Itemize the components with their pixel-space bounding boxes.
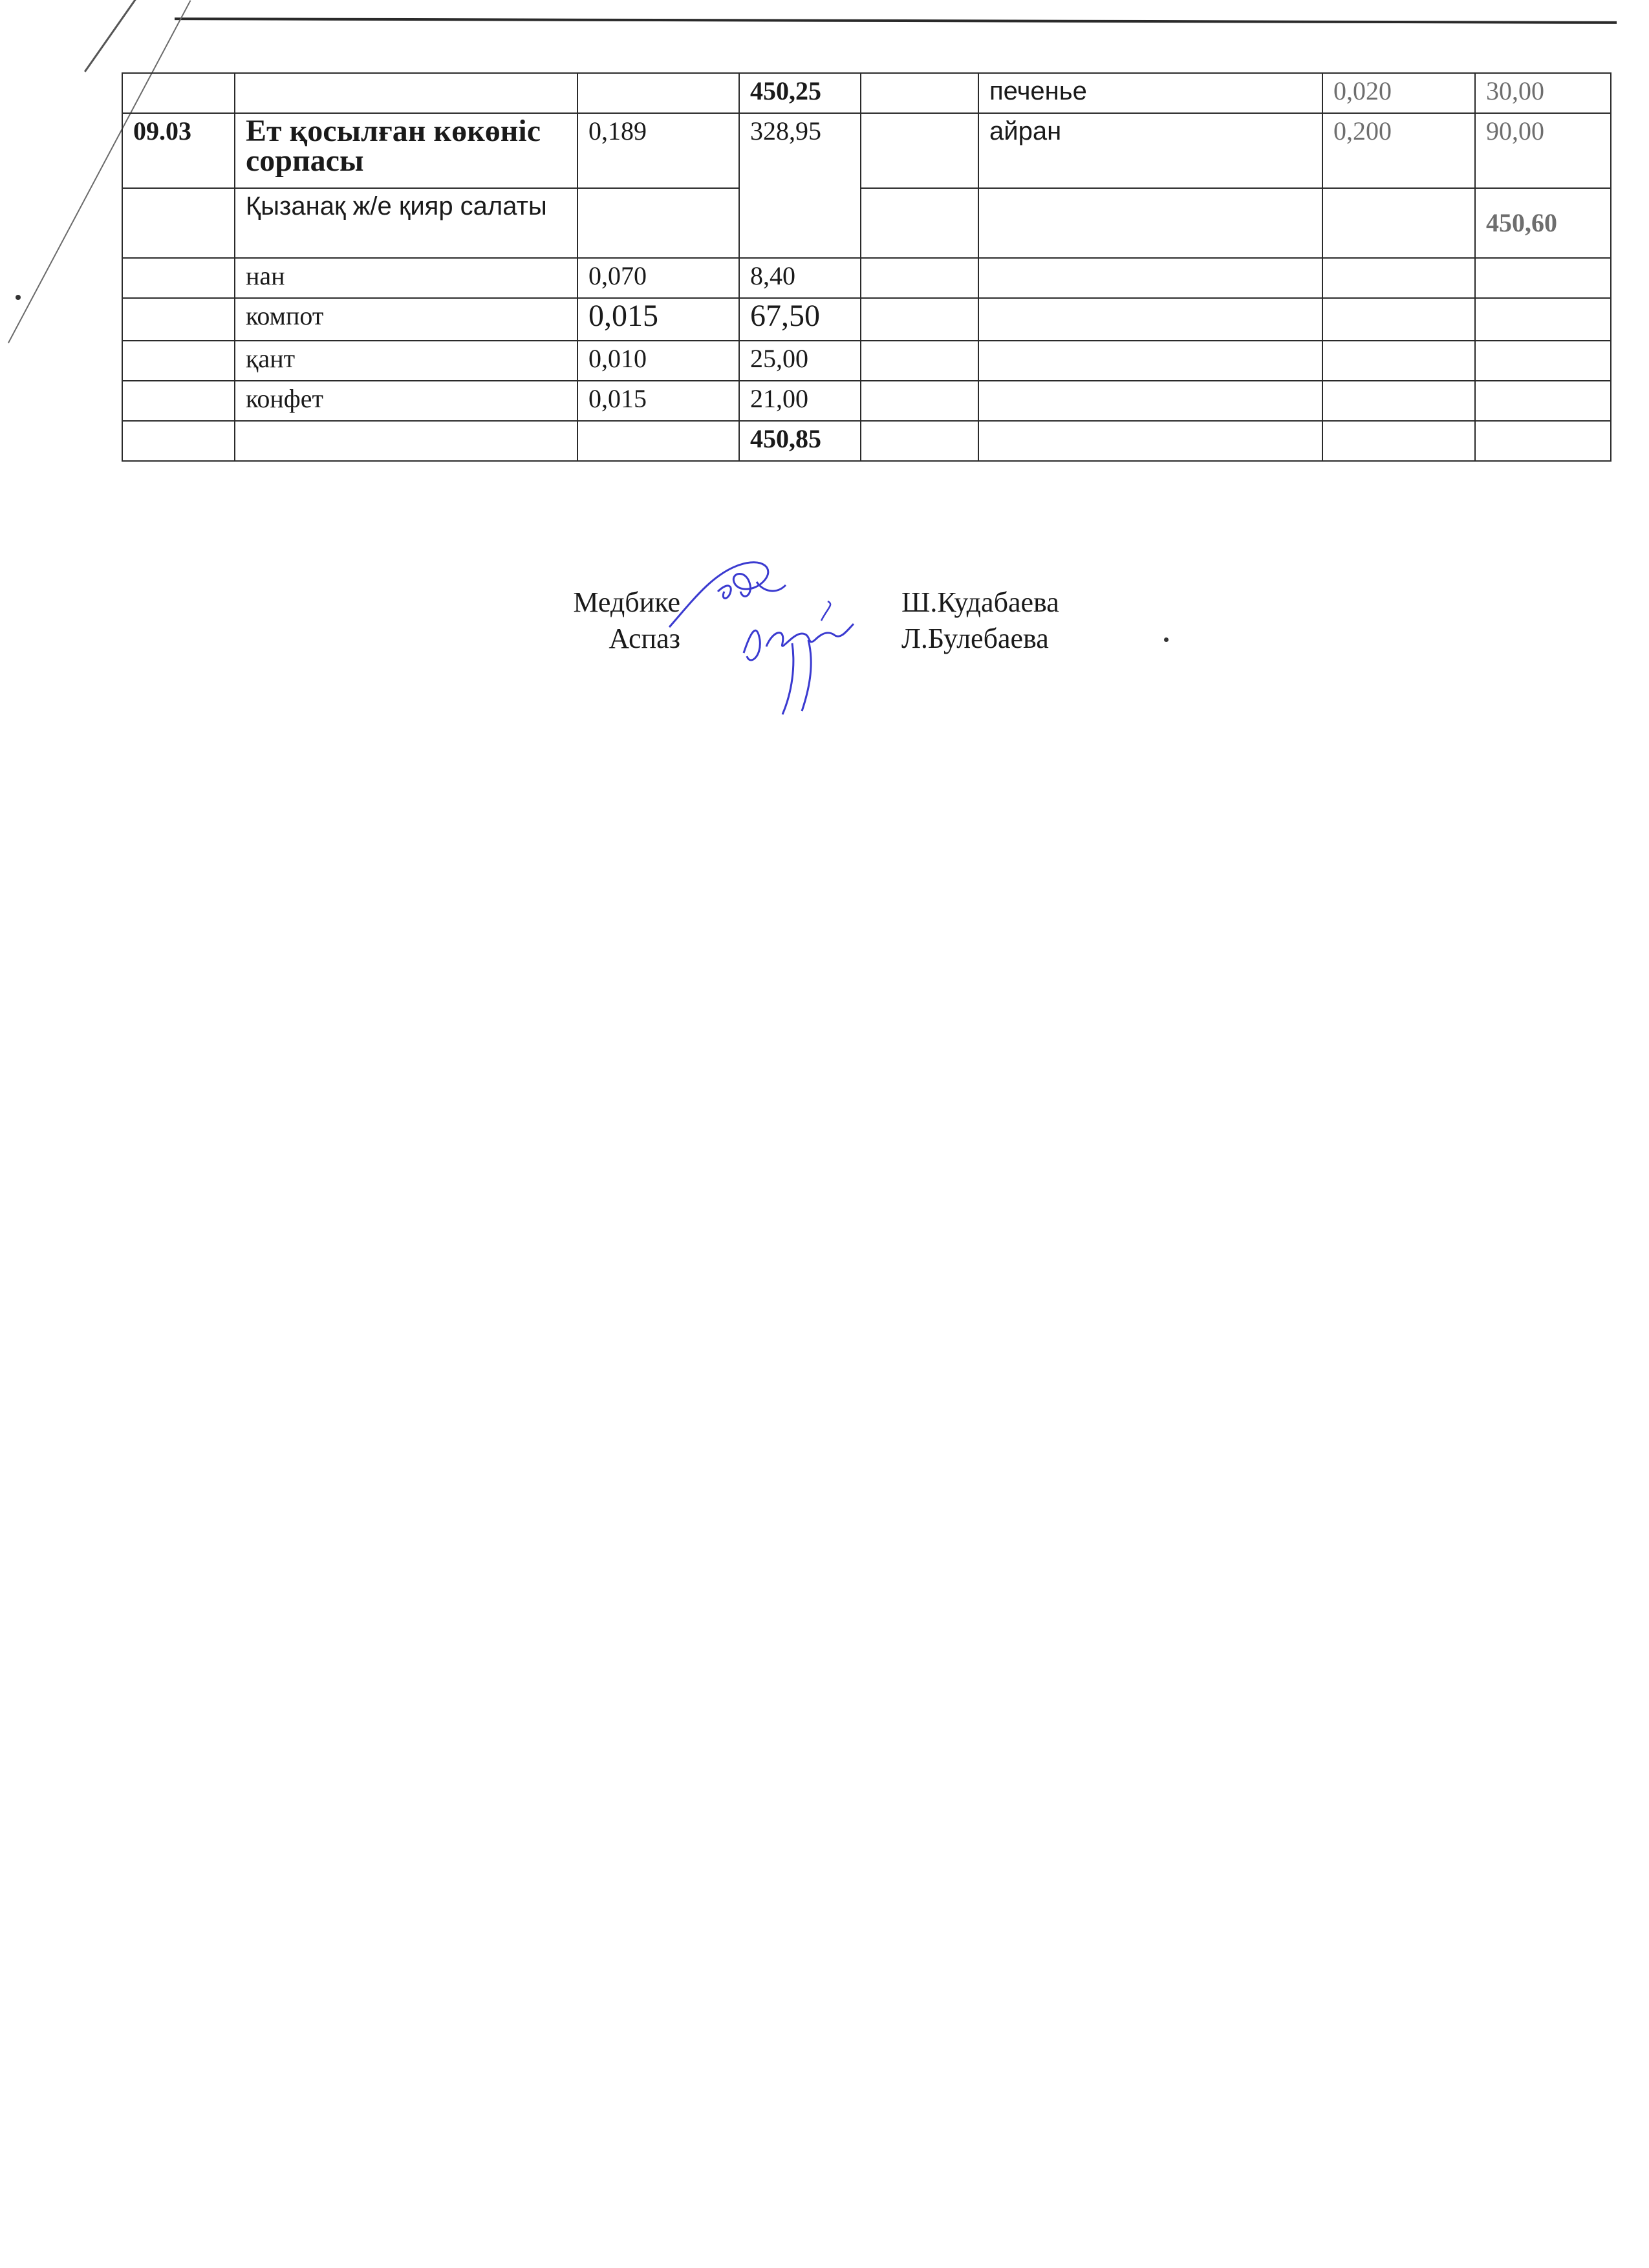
blank-cell (861, 188, 978, 258)
date-cell: 09.03 (122, 113, 235, 188)
snack-price-cell (1475, 341, 1611, 381)
blank-cell (861, 113, 978, 188)
qty-cell: 0,189 (577, 113, 739, 188)
signature-block (551, 584, 1198, 669)
qty-cell (577, 421, 739, 461)
snack-qty-cell (1322, 381, 1475, 421)
qty-cell (577, 188, 739, 258)
snack-item-cell (978, 298, 1322, 341)
snack-item-cell (978, 421, 1322, 461)
snack-price-cell: 90,00 (1475, 113, 1611, 188)
scan-speck (16, 295, 21, 300)
date-cell (122, 341, 235, 381)
table-row (122, 381, 1611, 421)
table-row (122, 113, 1611, 188)
total-cell: 450,85 (739, 421, 861, 461)
price-cell: 328,95 (739, 113, 861, 258)
snack-qty-cell: 0,020 (1322, 73, 1475, 113)
snack-qty-cell (1322, 258, 1475, 298)
price-cell: 67,50 (739, 298, 861, 341)
scan-corner-edge (84, 0, 160, 72)
qty-cell: 0,070 (577, 258, 739, 298)
snack-total-cell: 450,60 (1475, 188, 1611, 258)
date-cell (122, 258, 235, 298)
snack-price-cell (1475, 258, 1611, 298)
snack-item-cell: айран (978, 113, 1322, 188)
snack-item-cell (978, 341, 1322, 381)
blank-cell (861, 381, 978, 421)
snack-qty-cell (1322, 188, 1475, 258)
snack-price-cell (1475, 421, 1611, 461)
blank-cell (861, 421, 978, 461)
snack-price-cell (1475, 298, 1611, 341)
date-cell (122, 381, 235, 421)
table-row (122, 341, 1611, 381)
blank-cell (861, 258, 978, 298)
dish-cell (235, 73, 577, 113)
blank-cell (861, 298, 978, 341)
cook-signature-mark (731, 595, 873, 718)
qty-cell: 0,010 (577, 341, 739, 381)
role-nurse: Медбике (573, 586, 680, 618)
dish-cell: нан (235, 258, 577, 298)
snack-price-cell: 30,00 (1475, 73, 1611, 113)
qty-cell: 0,015 (577, 298, 739, 341)
role-cook: Аспаз (609, 623, 680, 654)
table-row (122, 258, 1611, 298)
snack-qty-cell (1322, 421, 1475, 461)
qty-cell (577, 73, 739, 113)
table-row (122, 298, 1611, 341)
subtotal-cell: 450,25 (739, 73, 861, 113)
table-row (122, 421, 1611, 461)
snack-item-cell (978, 381, 1322, 421)
date-cell (122, 298, 235, 341)
dish-cell: Ет қосылған көкөніс сорпасы (235, 113, 577, 188)
dish-cell (235, 421, 577, 461)
snack-item-cell: печенье (978, 73, 1322, 113)
blank-cell (861, 341, 978, 381)
dish-cell: қант (235, 341, 577, 381)
dish-cell: компот (235, 298, 577, 341)
scan-top-edge (175, 17, 1617, 24)
table-row (122, 188, 1611, 258)
snack-price-cell (1475, 381, 1611, 421)
price-cell: 8,40 (739, 258, 861, 298)
date-cell (122, 421, 235, 461)
blank-cell (861, 73, 978, 113)
table-row (122, 73, 1611, 113)
snack-qty-cell: 0,200 (1322, 113, 1475, 188)
name-cook: Л.Булебаева (901, 623, 1049, 654)
price-cell: 25,00 (739, 341, 861, 381)
date-cell (122, 188, 235, 258)
snack-item-cell (978, 258, 1322, 298)
dish-cell: Қызанақ ж/е қияр салаты (235, 188, 577, 258)
menu-table (122, 72, 1611, 462)
dish-cell: конфет (235, 381, 577, 421)
date-cell (122, 73, 235, 113)
snack-item-cell (978, 188, 1322, 258)
snack-qty-cell (1322, 341, 1475, 381)
price-cell: 21,00 (739, 381, 861, 421)
snack-qty-cell (1322, 298, 1475, 341)
qty-cell: 0,015 (577, 381, 739, 421)
name-nurse: Ш.Кудабаева (901, 586, 1059, 618)
